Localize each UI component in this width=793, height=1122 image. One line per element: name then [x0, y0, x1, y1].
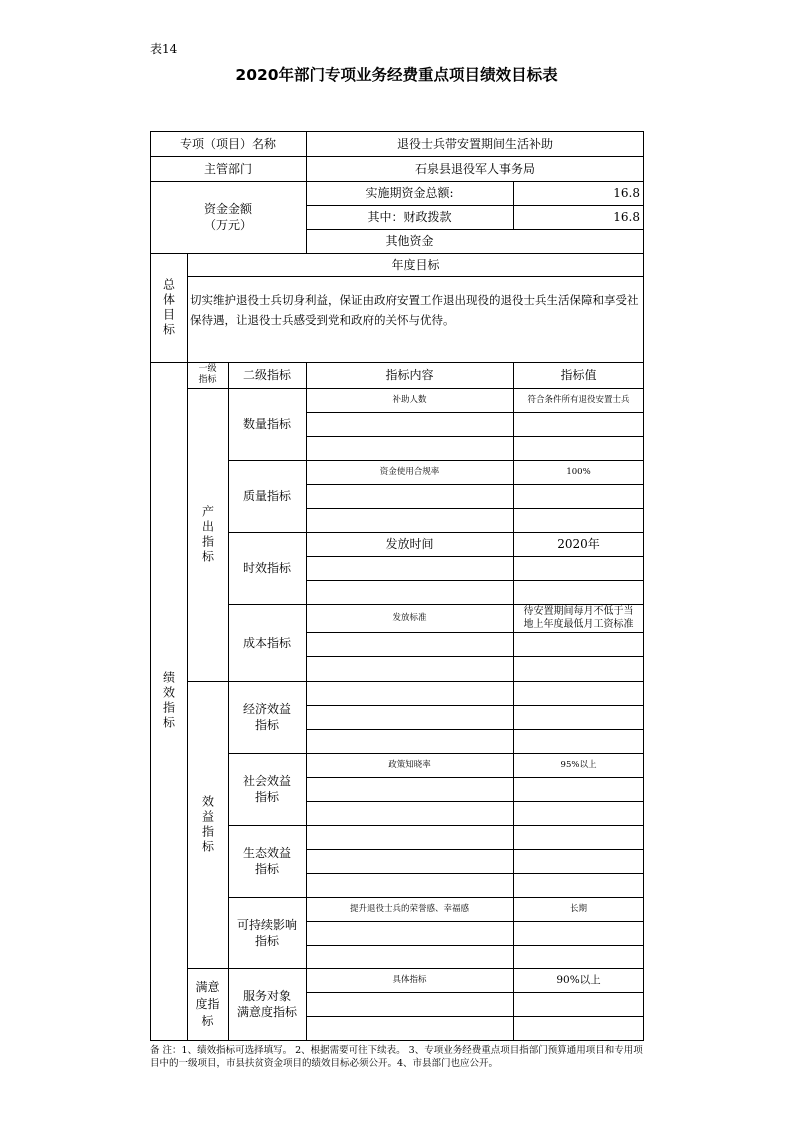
ecological-label-line2: 指标 [254, 862, 279, 876]
project-name-value: 退役士兵带安置期间生活补助 [396, 136, 553, 151]
quality-value: 100% [566, 467, 591, 477]
quality-indicator-label: 质量指标 [242, 489, 291, 503]
funds-total-label: 实施期资金总额: [365, 186, 454, 200]
sustainable-label-line1: 可持续影响 [236, 917, 297, 932]
service-value: 90%以上 [556, 974, 601, 986]
header-value: 指标值 [560, 368, 597, 382]
header-level1-line1: 一级 [198, 364, 217, 374]
year-goal-text: 切实维护退役士兵切身利益，保证由政府安置工作退出现役的退役士兵生活保障和享受社保待遇，让退役士兵感受到党和政府的关怀与优待。 [190, 293, 639, 327]
timeliness-indicator-label: 时效指标 [242, 561, 291, 575]
table-number: 表14 [150, 42, 178, 56]
quantity-content: 补助人数 [392, 395, 427, 405]
dept-label: 主管部门 [203, 161, 252, 176]
cost-value [513, 604, 644, 632]
sustainable-label-line2: 指标 [254, 933, 279, 948]
dept-value: 石泉县退役军人事务局 [414, 161, 535, 176]
service-label-line1: 服务对象 [242, 989, 291, 1003]
funds-other-label: 其他资金 [385, 234, 434, 248]
cost-value-line1: 待安置期间每月不低于当 [523, 606, 634, 617]
quantity-indicator-label: 数量指标 [242, 417, 291, 431]
service-satisfaction-label [228, 968, 306, 1040]
benefit-indicator-label: 效益指标 [200, 794, 215, 855]
satisfaction-indicator-label: 满意度指标 [195, 979, 220, 1028]
quality-content: 资金使用合规率 [379, 467, 440, 477]
footnote: 备 注：1、绩效指标可选择填写。 2、根据需要可往下续表。 3、专项业务经费重点项目指部门预算通用项目和专用项目中的一级项目，市县扶贫资金项目的绩效目标必须公开。4、市县部门也应公开。 [150, 1045, 643, 1069]
header-level1 [187, 362, 228, 388]
timeliness-content: 发放时间 [385, 537, 434, 551]
quantity-value: 符合条件所有退役安置士兵 [527, 395, 630, 405]
funds-label [150, 181, 306, 253]
economic-indicator-label [228, 681, 306, 753]
social-indicator-label [228, 753, 306, 825]
cost-value-line2: 地上年度最低月工资标准 [523, 619, 634, 630]
page-title: 2020年部门专项业务经费重点项目绩效目标表 [235, 66, 558, 84]
service-label-line2: 满意度指标 [236, 1005, 297, 1019]
social-label-line1: 社会效益 [242, 774, 291, 788]
social-content: 政策知晓率 [388, 760, 431, 770]
timeliness-value: 2020年 [557, 537, 600, 551]
ecological-label-line1: 生态效益 [242, 846, 291, 860]
header-level1-line2: 指标 [198, 375, 217, 385]
funds-label-line1: 资金金额 [203, 202, 252, 216]
funds-total-value: 16.8 [613, 186, 640, 200]
funds-label-line2: （万元） [203, 218, 252, 232]
ecological-indicator-label [228, 825, 306, 897]
year-goal-label: 年度目标 [391, 257, 440, 272]
sustainable-indicator-label [228, 897, 306, 968]
cost-content: 发放标准 [392, 613, 427, 623]
header-content: 指标内容 [385, 368, 434, 382]
social-value: 95%以上 [560, 760, 597, 770]
sustainable-value: 长期 [569, 904, 587, 914]
cost-indicator-label: 成本指标 [242, 635, 291, 650]
funds-fiscal-value: 16.8 [613, 210, 640, 224]
header-level2: 二级指标 [242, 368, 291, 382]
funds-fiscal-label: 其中：财政拨款 [367, 210, 452, 224]
economic-label-line2: 指标 [254, 718, 279, 732]
overall-goal-side-label: 总体目标 [161, 277, 176, 338]
service-content: 具体指标 [392, 975, 427, 985]
output-indicator-label: 产出指标 [200, 504, 215, 565]
indicators-side-label: 绩效指标 [161, 671, 176, 731]
economic-label-line1: 经济效益 [242, 702, 291, 716]
social-label-line2: 指标 [254, 790, 279, 804]
sustainable-content: 提升退役士兵的荣誉感、幸福感 [349, 904, 469, 914]
project-name-label: 专项（项目）名称 [179, 136, 276, 151]
